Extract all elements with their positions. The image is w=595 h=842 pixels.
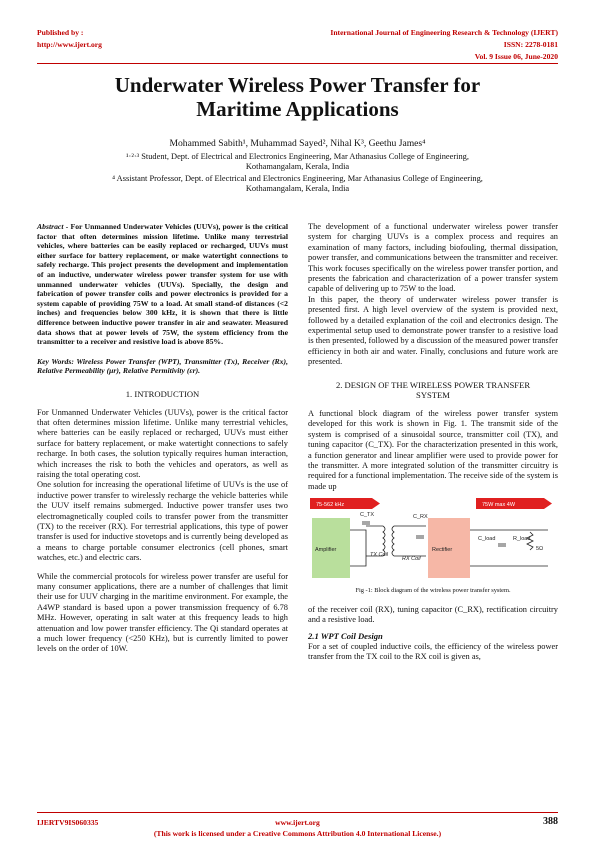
section-1-heading: 1. INTRODUCTION <box>125 388 200 399</box>
journal-name: International Journal of Engineering Research & Technology (IJERT) <box>330 28 558 37</box>
freq-label: 75-562 kHz <box>316 502 345 509</box>
power-label: 75W max 4W <box>482 502 516 509</box>
volume-issue: Vol. 9 Issue 06, June-2020 <box>474 52 558 61</box>
title-line-2: Maritime Applications <box>196 97 399 121</box>
section-2-heading-line-1: 2. DESIGN OF THE WIRELESS POWER TRANSFER <box>335 379 531 390</box>
tx-wire <box>350 530 366 566</box>
section-2-heading-line-2: SYSTEM <box>416 390 450 401</box>
affiliation-2 <box>40 174 555 194</box>
rload-label: R_load <box>513 536 531 543</box>
block-diagram <box>308 496 558 584</box>
intro-paragraph-2: One solution for increasing the operational lifetime of UUVs is the use of inductive power transfer to wirelessly recharge the vehicle batteries while the UUV itself remains submerged. Inductive power transfer uses two electromagnetically coupled coils to transfer power from the transmitter (TX) to the receiver (RX). For terrestrial applications, this type of power transfer is used for inductive stovetops and is currently being developed as a means to charge portable consumer electronics (cell phones, smart watches, etc.) and electric cars. <box>37 480 288 563</box>
subsection-2-1-heading: 2.1 WPT Coil Design <box>308 631 383 642</box>
journal-url[interactable]: http://www.ijert.org <box>37 40 102 49</box>
affiliation-2-line-2: Kothamangalam, Kerala, India <box>245 184 350 193</box>
ctx-label: C_TX <box>360 512 375 519</box>
paragraph-receiver: of the receiver coil (RX), tuning capacitor (C_RX), rectification circuitry and a resistive load. <box>308 604 558 624</box>
rectifier-label: Rectifier <box>432 547 453 554</box>
affiliation-1-line-1: ¹·²·³ Student, Dept. of Electrical and Electronics Engineering, Mar Athanasius College of Engineering, <box>126 152 469 161</box>
author-list: Mohammed Sabith¹, Muhammad Sayed², Nihal K³, Geethu James⁴ <box>169 138 426 149</box>
paragraph-overview: In this paper, the theory of underwater wireless power transfer is presented first. A high level overview of the system is provided next, followed by a detailed explanation of the coil and electronics design. The experimental setup used to demonstrate power transfer to a resistive load is then presented, followed by a discussion of the measured power transfer efficiency in both air and water. Finally, conclusions and future work are presented. <box>308 294 558 367</box>
abstract-label: Abstract - <box>37 222 69 231</box>
tx-coil-label: TX Coil <box>370 552 389 559</box>
affiliation-1 <box>40 152 555 172</box>
paper-title <box>40 73 555 121</box>
publisher-label: Published by : <box>37 28 84 37</box>
crx-label: C_RX <box>413 514 428 521</box>
affiliation-2-line-1: ⁴ Assistant Professor, Dept. of Electrical and Electronics Engineering, Mar Athanasius College of Engineering, <box>112 174 483 183</box>
amplifier-label: Amplifier <box>315 547 337 554</box>
figure-1 <box>308 496 558 584</box>
license-note: (This work is licensed under a Creative Commons Attribution 4.0 International License.) <box>153 829 442 838</box>
title-line-1: Underwater Wireless Power Transfer for <box>114 73 481 97</box>
affiliation-1-line-2: Kothamangalam, Kerala, India <box>245 162 350 171</box>
right-column <box>308 222 558 663</box>
figure-1-caption: Fig -1: Block diagram of the wireless power transfer system. <box>355 587 511 595</box>
intro-paragraph-3: While the commercial protocols for wireless power transfer are useful for many consumer applications, there are a number of challenges that limit their use for UUV charging in the maritime environment. For example, the A4WP standard is based upon a power transmission frequency of 6.78 MHz. However, operating in salt water at this frequency leads to high attenuation and low power transfer efficiency. The Qi standard operates at a much lower frequency (<250 KHz), but is currently limited to power levels on the order of 10W. <box>37 571 288 654</box>
page-number: 388 <box>543 816 558 827</box>
paper-id: IJERTV9IS060335 <box>37 818 99 827</box>
footer-url[interactable]: www.ijert.org <box>275 818 320 827</box>
power-arrow-icon <box>544 498 552 509</box>
keywords: Key Words: Wireless Power Transfer (WPT), Transmitter (Tx), Receiver (Rx), Relative Permeability (μr), Relative Permitivity (εr). <box>37 356 288 376</box>
cload-label: C_load <box>478 536 496 543</box>
freq-arrow-icon <box>372 498 380 509</box>
paragraph-coil-design: For a set of coupled inductive coils, the efficiency of the wireless power transfer from the TX coil to the RX coil is given as, <box>308 641 558 662</box>
abstract-text: For Unmanned Underwater Vehicles (UUVs), power is the critical factor that often determines mission lifetime. Unlike many terrestrial vehicles, where batteries can be easily replaced or recharged, UUVs must either surface for battery replacement, or make watertight connections to safely recharge. This project presents the development and implementation of an inductive, underwater wireless power transfer system for use with unmanned underwater vehicles (UUVs). Specially, the design and fabrication of power transfer coils and power electronics is provided for a system capable of providing 75W to a load. At small stand-of distances (<2 inches) and frequencies below 300 kHz, it is shown that there is little difference between inductive power transfer in air and seawater. Measured data shows that at power levels of 75W, the system efficiency from the transmitter to a receiver and resistive load is above 85%. <box>37 222 289 347</box>
ohm-label: 5Ω <box>536 546 544 553</box>
header-rule <box>37 63 558 64</box>
rx-coil-label: RX Coil <box>402 556 421 563</box>
rx-coil-icon <box>392 526 394 556</box>
paragraph-development: The development of a functional underwater wireless power transfer system for charging UUVs is a complex process and requires an examination of many factors, including biofouling, thermal dissipation, power transfer, and communications between the transmitter and receiver. This work focuses specifically on the wireless power transfer portion, and presents the fabrication and characterization of a power transfer system capable of delivering up to 75W to the load. <box>308 222 558 294</box>
issn: ISSN: 2278-0181 <box>503 40 558 49</box>
intro-paragraph-1: For Unmanned Underwater Vehicles (UUVs), power is the critical factor that often determines mission lifetime. Unlike many terrestrial vehicles, where batteries can be easily replaced or recharged, UUVs must either surface for battery replacement, or make watertight connections to safely recharge. In both cases, the solution typically requires human interaction, which increases the risk to both the vehicles and operators, as well as raising the total operating cost. <box>37 407 288 479</box>
footer-rule <box>37 812 558 813</box>
abstract <box>37 222 288 347</box>
paragraph-block-diagram: A functional block diagram of the wireless power transfer system developed for this work is shown in Fig. 1. The transmit side of the system is comprised of a sinusoidal source, transmitter coil (TX), and tuning capacitor (C_TX). For the characterization presented in this work, a function generator and linear amplifier were used to provide power for the transmitter. A more integrated solution of the transmitter circuitry is required for a functional implementation. The receive side of the system is made up <box>308 408 558 491</box>
left-column <box>37 222 288 655</box>
